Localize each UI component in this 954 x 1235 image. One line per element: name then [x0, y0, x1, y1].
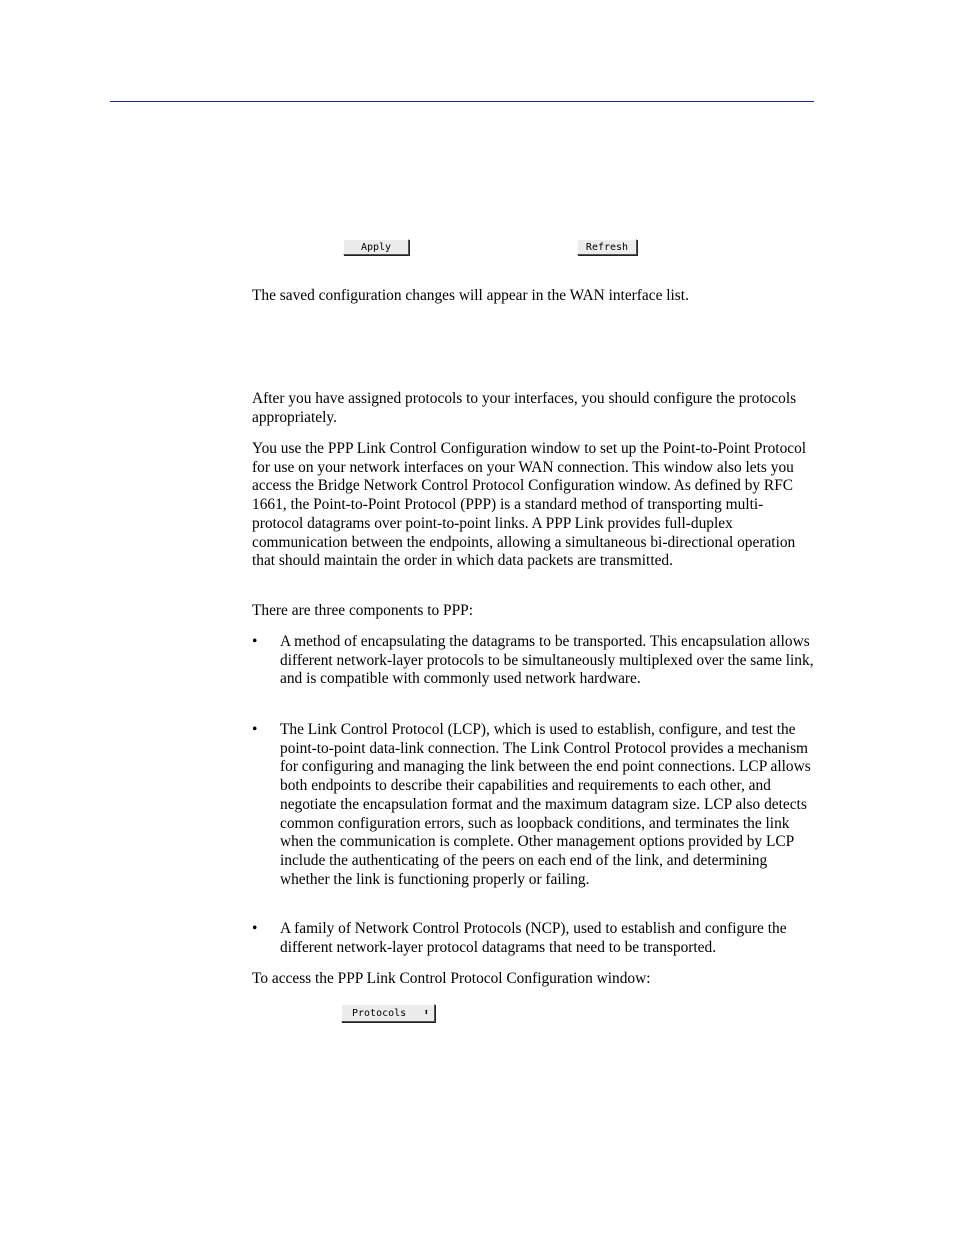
- bullet-icon: •: [252, 633, 258, 650]
- list-item-text: A family of Network Control Protocols (NCP), used to establish and configure the different network-layer protocol datagrams that need to be transported.: [280, 920, 787, 956]
- header-rule: [110, 101, 814, 102]
- list-item-text: The Link Control Protocol (LCP), which is used to establish, configure, and test the point-to-point data-link connection. The Link Control Protocol provides a mechanism for configuring and managing the link between the end point connections. LCP allows both endpoints to describe their capabilities and requirements to each other, and negotiate the encapsulation format and the maximum datagram size. LCP also detects common configuration errors, such as loopback conditions, and terminates the link when the communication is complete. Other management options provided by LCP include the authenticating of the peers on each end of the link, and determining whether the link is functioning properly or failing.: [280, 721, 811, 888]
- apply-button[interactable]: Apply: [343, 239, 409, 255]
- protocols-dropdown-label: Protocols: [352, 1008, 407, 1019]
- refresh-button[interactable]: Refresh: [577, 239, 637, 255]
- list-item: [252, 721, 814, 889]
- after-assign-text: After you have assigned protocols to your interfaces, you should configure the protocols appropriately.: [252, 390, 797, 426]
- updown-arrow-icon: ⬍: [423, 1008, 429, 1018]
- three-components-text: There are three components to PPP:: [252, 602, 473, 619]
- bullet-icon: •: [252, 721, 258, 738]
- list-item: [252, 920, 814, 957]
- ppp-intro-text: You use the PPP Link Control Configuration window to set up the Point-to-Point Protocol for use on your network interfaces on your WAN connection. This window also lets you access the Bridge Network Control Protocol Configuration window. As defined by RFC 1661, the Point-to-Point Protocol (PPP) is a standard method of transporting multi-protocol datagrams over point-to-point links. A PPP Link provides full-duplex communication between the endpoints, allowing a simultaneous bi-directional operation that should maintain the order in which data packets are transmitted.: [252, 440, 807, 570]
- bullet-icon: •: [252, 920, 258, 937]
- to-access-text: To access the PPP Link Control Protocol Configuration window:: [252, 970, 651, 987]
- protocols-dropdown[interactable]: [341, 1004, 435, 1022]
- list-item: [252, 633, 814, 689]
- list-item-text: A method of encapsulating the datagrams to be transported. This encapsulation allows different network-layer protocols to be simultaneously multiplexed over the same link, and is compatible with commonly used network hardware.: [280, 633, 814, 688]
- saved-changes-text: The saved configuration changes will appear in the WAN interface list.: [252, 287, 689, 304]
